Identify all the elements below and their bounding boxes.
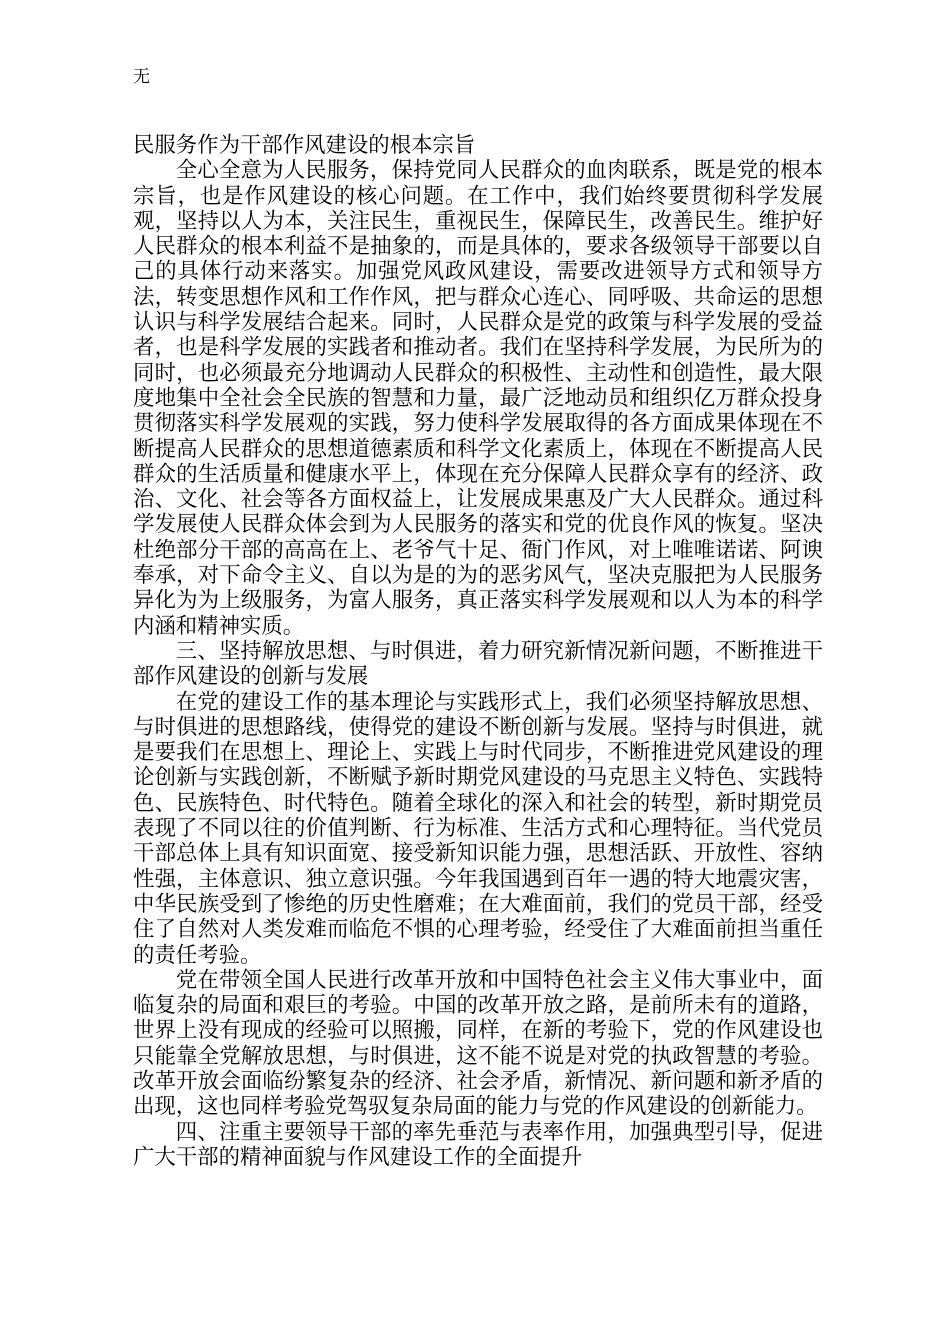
section-heading: 三、坚持解放思想、与时俱进，着力研究新情况新问题，不断推进干部作风建设的创新与发展 [133, 638, 823, 690]
paragraph: 在党的建设工作的基本理论与实践形式上，我们必须坚持解放思想、与时俱进的思想路线，使得党的建设不断创新与发展。坚持与时俱进，就是要我们在思想上、理论上、实践上与时代同步，不断推进党风建设的理论创新与实践创新，不断赋予新时期党风建设的马克思主义特色、实践特色、民族特色、时代特色。随着全球化的深入和社会的转型，新时期党员表现了不同以往的价值判断、行为标准、生活方式和心理特征。当代党员干部总体上具有知识面宽、接受新知识能力强，思想活跃、开放性、容纳性强，主体意识、独立意识强。今年我国遇到百年一遇的特大地震灾害，中华民族受到了惨绝的历史性磨难；在大难面前，我们的党员干部，经受住了自然对人类发难而临危不惧的心理考验，经受住了大难面前担当重任的责任考验。 [133, 689, 823, 968]
paragraph: 民服务作为干部作风建设的根本宗旨 [133, 133, 476, 158]
section-heading: 四、注重主要领导干部的率先垂范与表率作用，加强典型引导，促进广大干部的精神面貌与作风建设工作的全面提升 [133, 1119, 823, 1170]
paragraph: 全心全意为人民服务，保持党同人民群众的血肉联系，既是党的根本宗旨，也是作风建设的核心问题。在工作中，我们始终要贯彻科学发展观，坚持以人为本，关注民生，重视民生，保障民生，改善民生。维护好人民群众的根本利益不是抽象的，而是具体的，要求各级领导干部要以自己的具体行动来落实。加强党风政风建设，需要改进领导方式和领导方法，转变思想作风和工作作风，把与群众心连心、同呼吸、共命运的思想认识与科学发展结合起来。同时，人民群众是党的政策与科学发展的受益者，也是科学发展的实践者和推动者。我们在坚持科学发展，为民所为的同时，也必须最充分地调动人民群众的积极性、主动性和创造性，最大限度地集中全社会全民族的智慧和力量，最广泛地动员和组织亿万群众投身贯彻落实科学发展观的实践，努力使科学发展取得的各方面成果体现在不断提高人民群众的思想道德素质和科学文化素质上，体现在不断提高人民群众的生活质量和健康水平上，体现在充分保障人民群众享有的经济、政治、文化、社会等各方面权益上，让发展成果惠及广大人民群众。通过科学发展使人民群众体会到为人民服务的落实和党的优良作风的恢复。坚决杜绝部分干部的高高在上、老爷气十足、衙门作风，对上唯唯诺诺、阿谀奉承，对下命令主义、自以为是的为的恶劣风气，坚决克服把为人民服务异化为为上级服务，为富人服务，真正落实科学发展观和以人为本的科学内涵和精神实质。 [133, 158, 823, 639]
header-mark: 无 [133, 67, 150, 87]
paragraph: 党在带领全国人民进行改革开放和中国特色社会主义伟大事业中，面临复杂的局面和艰巨的考验。中国的改革开放之路，是前所未有的道路，世界上没有现成的经验可以照搬，同样，在新的考验下，党的作风建设也只能靠全党解放思想，与时俱进，这不能不说是对党的执政智慧的考验。改革开放会面临纷繁复杂的经济、社会矛盾，新情况、新问题和新矛盾的出现，这也同样考验党驾驭复杂局面的能力与党的作风建设的创新能力。 [133, 967, 823, 1120]
document-body [133, 133, 823, 1170]
